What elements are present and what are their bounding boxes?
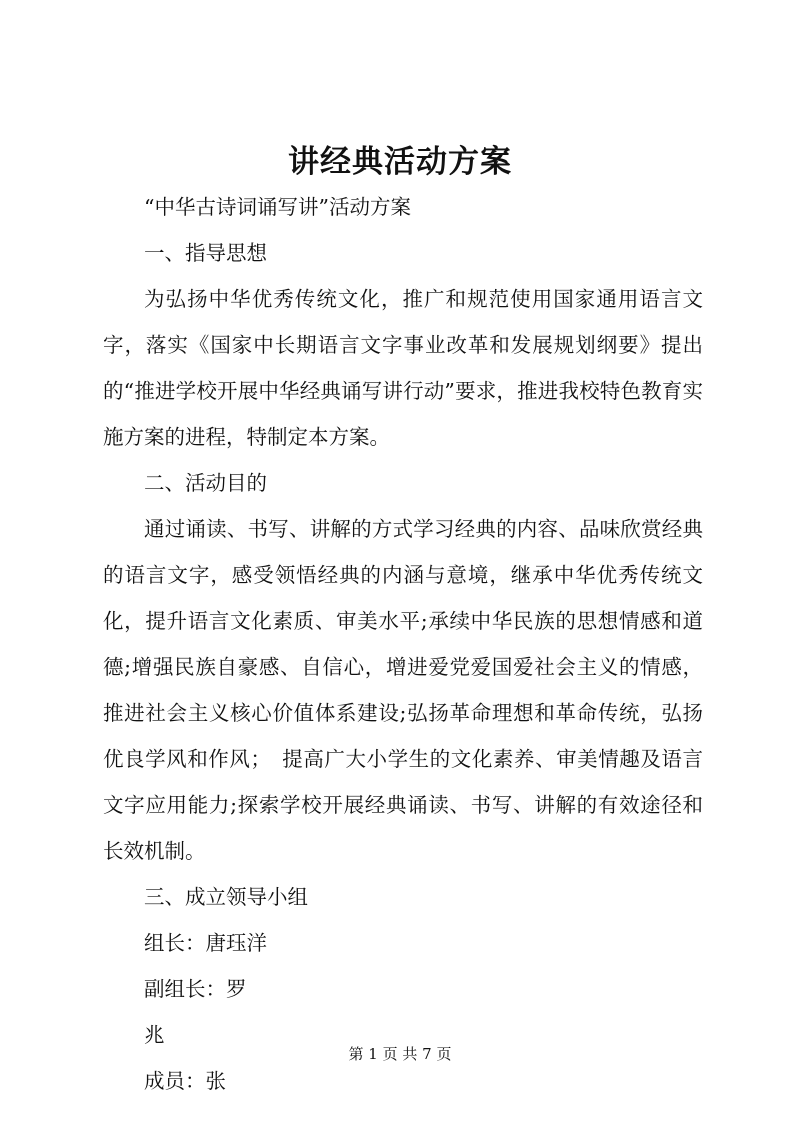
document-body [103, 184, 703, 1104]
group-leader-line: 组长：唐珏洋 [144, 931, 267, 955]
members-line: 成员：张 [144, 1069, 226, 1093]
page-footer: 第 1 页 共 7 页 [348, 1045, 452, 1063]
section-paragraph-activity-purpose: 通过诵读、书写、讲解的方式学习经典的内容、品味欣赏经典的语言文字，感受领悟经典的内涵与意境，继承中华优秀传统文化，提升语言文化素质、审美水平;承续中华民族的思想情感和道德;增强民族自豪感、自信心，增进爱党爱国爱社会主义的情感，推进社会主义核心价值体系建设;弘扬革命理想和革命传统，弘扬优良学风和作风； 提高广大小学生的文化素养、审美情趣及语言文字应用能力;探索学校开展经典诵读、书写、讲解的有效途径和长效机制。 [103, 517, 703, 863]
document-title: 讲经典活动方案 [288, 144, 512, 180]
section-paragraph-guiding-thought: 为弘扬中华优秀传统文化，推广和规范使用国家通用语言文字，落实《国家中长期语言文字事业改革和发展规划纲要》提出的“推进学校开展中华经典诵写讲行动”要求，推进我校特色教育实施方案的进程，特制定本方案。 [103, 287, 703, 449]
deputy-leader-line: 副组长：罗 [144, 977, 247, 1001]
section-heading-activity-purpose: 二、活动目的 [144, 471, 267, 495]
subtitle: “中华古诗词诵写讲”活动方案 [144, 195, 411, 219]
deputy-leader-continuation-line: 兆 [144, 1023, 165, 1047]
section-heading-guiding-thought: 一、指导思想 [144, 241, 267, 265]
section-heading-leadership-group: 三、成立领导小组 [144, 885, 308, 909]
